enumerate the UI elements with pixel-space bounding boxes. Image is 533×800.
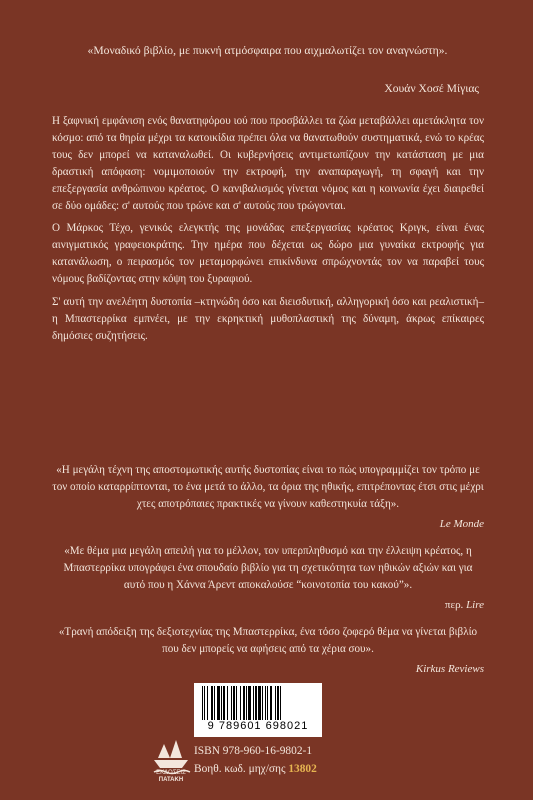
barcode-bar — [243, 686, 245, 720]
review-kirkus — [52, 624, 484, 678]
barcode-bar — [204, 686, 205, 720]
synopsis — [52, 113, 484, 351]
synopsis-paragraph-1: Η ξαφνική εμφάνιση ενός θανατηφόρου ιού που προσβάλλει τα ζώα μεταβάλλει αμετάκλητα τον κόσμο: από τα θηρία μέχρι τα κατοικίδια πρέπει όλα να θανατωθούν συστηματικά, ενώ το κρέας τους δεν μπορεί να καταναλωθεί. Οι κυβερνήσεις αντιμετωπίζουν την κατάσταση με μια δραστική απόφαση: νομιμοποιούν την εκτροφή, την αναπαραγωγή, τη σφαγή και την επεξεργασία ανθρώπινου κρέατος. Ο κανιβαλισμός γίνεται νόμος και η κοινωνία έχει διαιρεθεί σε δύο ομάδες: σ' αυτούς που τρώνε και σ' αυτούς που τρώγονται. — [52, 115, 484, 212]
barcode-bar — [202, 686, 203, 720]
barcode-bar — [267, 686, 268, 720]
synopsis-paragraph-3: Σ' αυτή την ανελέητη δυστοπία –κτηνώδη όσο και διεισδυτική, αλληγορική όσο και ρεαλιστική– η Μπαστερρίκα εμπνέει, με την εκρηκτική μυθοπλαστική της δύναμη, άκρως επίκαιρες δημόσιες συζητήσεις. — [52, 296, 484, 342]
barcode-bar — [275, 686, 276, 720]
review-source: Le Monde — [439, 518, 484, 530]
barcode-bar — [217, 686, 220, 720]
barcode-bar — [233, 686, 235, 720]
barcode-bar — [231, 686, 232, 720]
review-text: «Η μεγάλη τέχνη της αποστομωτικής αυτής δυστοπίας είναι το πώς υπογραμμίζει τον τρόπο με τον οποίο καταρρίπτονται, το ένα μετά το άλλο, τα όρια της ηθικής, επιτρέποντας έτσι στις μέχρι χτες αποτρόπαιες πρακτικές να γίνουν καθεστηκυία τάξη». — [52, 464, 484, 510]
barcode-bar — [223, 686, 225, 720]
catalog-number: 13802 — [288, 763, 317, 775]
barcode-bar — [214, 686, 215, 720]
barcode-bars — [194, 683, 322, 723]
barcode-bar — [221, 686, 222, 720]
barcode-bar — [262, 686, 263, 720]
barcode-bar — [240, 686, 241, 720]
barcode-bar — [258, 686, 261, 720]
barcode-bar — [211, 686, 213, 720]
barcode-bar — [280, 686, 281, 720]
barcode-bar — [277, 686, 279, 720]
top-quote-author: Χουάν Χοσέ Μίγιας — [384, 82, 479, 95]
barcode-bar — [227, 686, 228, 720]
review-text: «Τρανή απόδειξη της δεξιοτεχνίας της Μπαστερρίκα, ένα τόσο ζοφερό θέμα να γίνεται βιβλίο που δεν μπορείς να αφήσεις από τα χέρια σου». — [58, 626, 478, 655]
barcode-bar — [253, 686, 254, 720]
synopsis-paragraph-2: Ο Μάρκος Τέχο, γενικός ελεγκτής της μονάδας επεξεργασίας κρέατος Κριγκ, είναι ένας αινιγματικός γραφειοκράτης. Την ημέρα που δέχεται ως δώρο μια γυναίκα εκτροφής για κατανάλωση, ο πειρασμός τον μεταμορφώνει επικίνδυνα σπρώχνοντάς τον να παραβεί τους νόμους βαδίζοντας στην κόψη του ξυραφιού. — [52, 222, 484, 286]
barcode-bar — [248, 686, 251, 720]
review-lire — [52, 543, 484, 614]
barcode-bar — [207, 686, 208, 720]
catalog-code: Βοηθ. κωδ. μηχ/σης 13802 — [194, 763, 317, 775]
review-le-monde — [52, 462, 484, 533]
barcode-bar — [270, 686, 272, 720]
barcode-bar — [255, 686, 257, 720]
barcode-bar — [236, 686, 237, 720]
barcode-bar — [265, 686, 266, 720]
top-quote: «Μοναδικό βιβλίο, με πυκνή ατμόσφαιρα που αιχμαλωτίζει τον αναγνώστη». — [87, 44, 448, 57]
isbn: ISBN 978-960-16-9802-1 — [194, 745, 313, 757]
review-text: «Με θέμα μια μεγάλη απειλή για το μέλλον, τον υπερπληθυσμό και την έλλειψη κρέατος, η Μπαστερρίκα υπογράφει ένα σπουδαίο βιβλίο για τη σχετικότητα των ηθικών αξιών και για αυτό που η Χάννα Άρεντ αποκαλούσε “κοινοτοπία του κακού”». — [63, 545, 473, 591]
review-source: περ. Lire — [444, 599, 484, 611]
barcode-number: 9 789601 698021 — [207, 720, 309, 732]
publisher-logo-text: ΕΚΔΟΣΕΙΣ ΠΑΤΑΚΗ — [156, 770, 186, 783]
barcode-bar — [246, 686, 247, 720]
review-source: Kirkus Reviews — [415, 663, 484, 675]
